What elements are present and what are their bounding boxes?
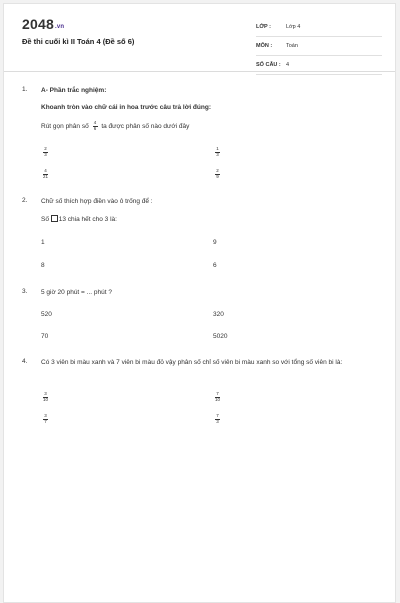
option-fraction: [43, 414, 48, 425]
exam-header: [4, 4, 395, 72]
option-fraction: [43, 147, 48, 158]
meta-label: SỐ CÂU :: [256, 62, 281, 68]
fraction-numerator: 7: [216, 391, 219, 396]
option-fraction: [43, 169, 48, 180]
fraction-denominator: 21: [43, 174, 49, 180]
answer-option-b[interactable]: 320: [213, 311, 224, 318]
option-fraction: [215, 169, 220, 180]
fraction-numerator: 7: [216, 413, 219, 418]
fraction-denominator: 6: [93, 126, 97, 132]
logo[interactable]: [22, 16, 64, 32]
blank-box: [51, 215, 58, 222]
logo-text: 2048: [22, 16, 54, 32]
meta-row-count: [256, 58, 382, 75]
fraction-numerator: 2: [44, 146, 47, 151]
question-prompt: [41, 215, 381, 225]
answer-option-d[interactable]: 6: [213, 262, 217, 269]
fraction-numerator: 1: [216, 146, 219, 151]
meta-row-subject: [256, 39, 382, 56]
exam-meta: [256, 20, 382, 77]
answer-option-a[interactable]: 520: [41, 311, 52, 318]
option-fraction: [215, 392, 220, 403]
prompt-text: Rút gọn phân số: [41, 123, 89, 131]
answer-option-a[interactable]: [41, 147, 50, 158]
meta-row-class: [256, 20, 382, 37]
logo-suffix: .vn: [54, 24, 65, 30]
page-title: Đề thi cuối kì II Toán 4 (Đề số 6): [22, 37, 135, 46]
fraction-denominator: 3: [216, 152, 219, 158]
fraction-denominator: 9: [216, 174, 219, 180]
meta-label: MÔN :: [256, 43, 273, 49]
answer-option-c[interactable]: [41, 169, 50, 180]
meta-label: LỚP :: [256, 24, 271, 30]
exam-sheet: [3, 3, 396, 603]
option-fraction: [43, 392, 48, 403]
fraction-denominator: 3: [216, 419, 219, 425]
answer-option-b[interactable]: 9: [213, 239, 217, 246]
fraction-numerator: 3: [44, 391, 47, 396]
fraction-numerator: 4: [93, 120, 97, 125]
answer-option-b[interactable]: [213, 147, 222, 158]
question-number: 1.: [22, 86, 28, 93]
question-text: Có 3 viên bi màu xanh và 7 viên bi màu đỏ vậy phân số chỉ số viên bi màu xanh so với tổng số viên bi là:: [41, 359, 343, 366]
answer-option-d[interactable]: 5020: [213, 333, 228, 340]
answer-option-c[interactable]: 8: [41, 262, 45, 269]
fraction-denominator: 3: [44, 152, 47, 158]
fraction-numerator: 3: [44, 413, 47, 418]
answer-option-d[interactable]: [213, 169, 222, 180]
question-number: 4.: [22, 358, 28, 365]
answer-option-d[interactable]: [213, 414, 222, 425]
question-text: Chữ số thích hợp điền vào ô trống để :: [41, 198, 153, 205]
question-body: [41, 358, 376, 368]
meta-value: Lớp 4: [286, 24, 301, 30]
fraction-denominator: 7: [44, 419, 47, 425]
prompt-text: 13 chia hết cho 3 là:: [58, 216, 117, 223]
prompt-text: ta được phân số nào dưới đây: [101, 123, 190, 131]
option-fraction: [215, 414, 220, 425]
option-fraction: [215, 147, 220, 158]
fraction-numerator: 2: [216, 168, 219, 173]
answer-option-a[interactable]: 1: [41, 239, 45, 246]
question-body: [41, 86, 381, 132]
meta-value: 4: [286, 62, 290, 68]
instruction-text: Khoanh tròn vào chữ cái in hoa trước câu trả lời đúng:: [41, 104, 211, 111]
answer-option-c[interactable]: [41, 414, 50, 425]
section-heading: A- Phần trắc nghiệm:: [41, 87, 107, 94]
question-text: 5 giờ 20 phút = ... phút ?: [41, 289, 112, 296]
answer-option-b[interactable]: [213, 392, 222, 403]
answer-option-c[interactable]: 70: [41, 333, 49, 340]
fraction-denominator: 10: [43, 397, 49, 403]
question-number: 2.: [22, 197, 28, 204]
question-body: [41, 288, 381, 298]
prompt-text: Số: [41, 216, 49, 223]
question-number: 3.: [22, 288, 28, 295]
prompt-fraction: [93, 121, 98, 132]
fraction-denominator: 10: [215, 397, 221, 403]
meta-value: Toán: [286, 43, 298, 49]
fraction-numerator: 4: [44, 168, 47, 173]
question-prompt: [41, 121, 381, 132]
question-body: [41, 197, 381, 225]
answer-option-a[interactable]: [41, 392, 50, 403]
